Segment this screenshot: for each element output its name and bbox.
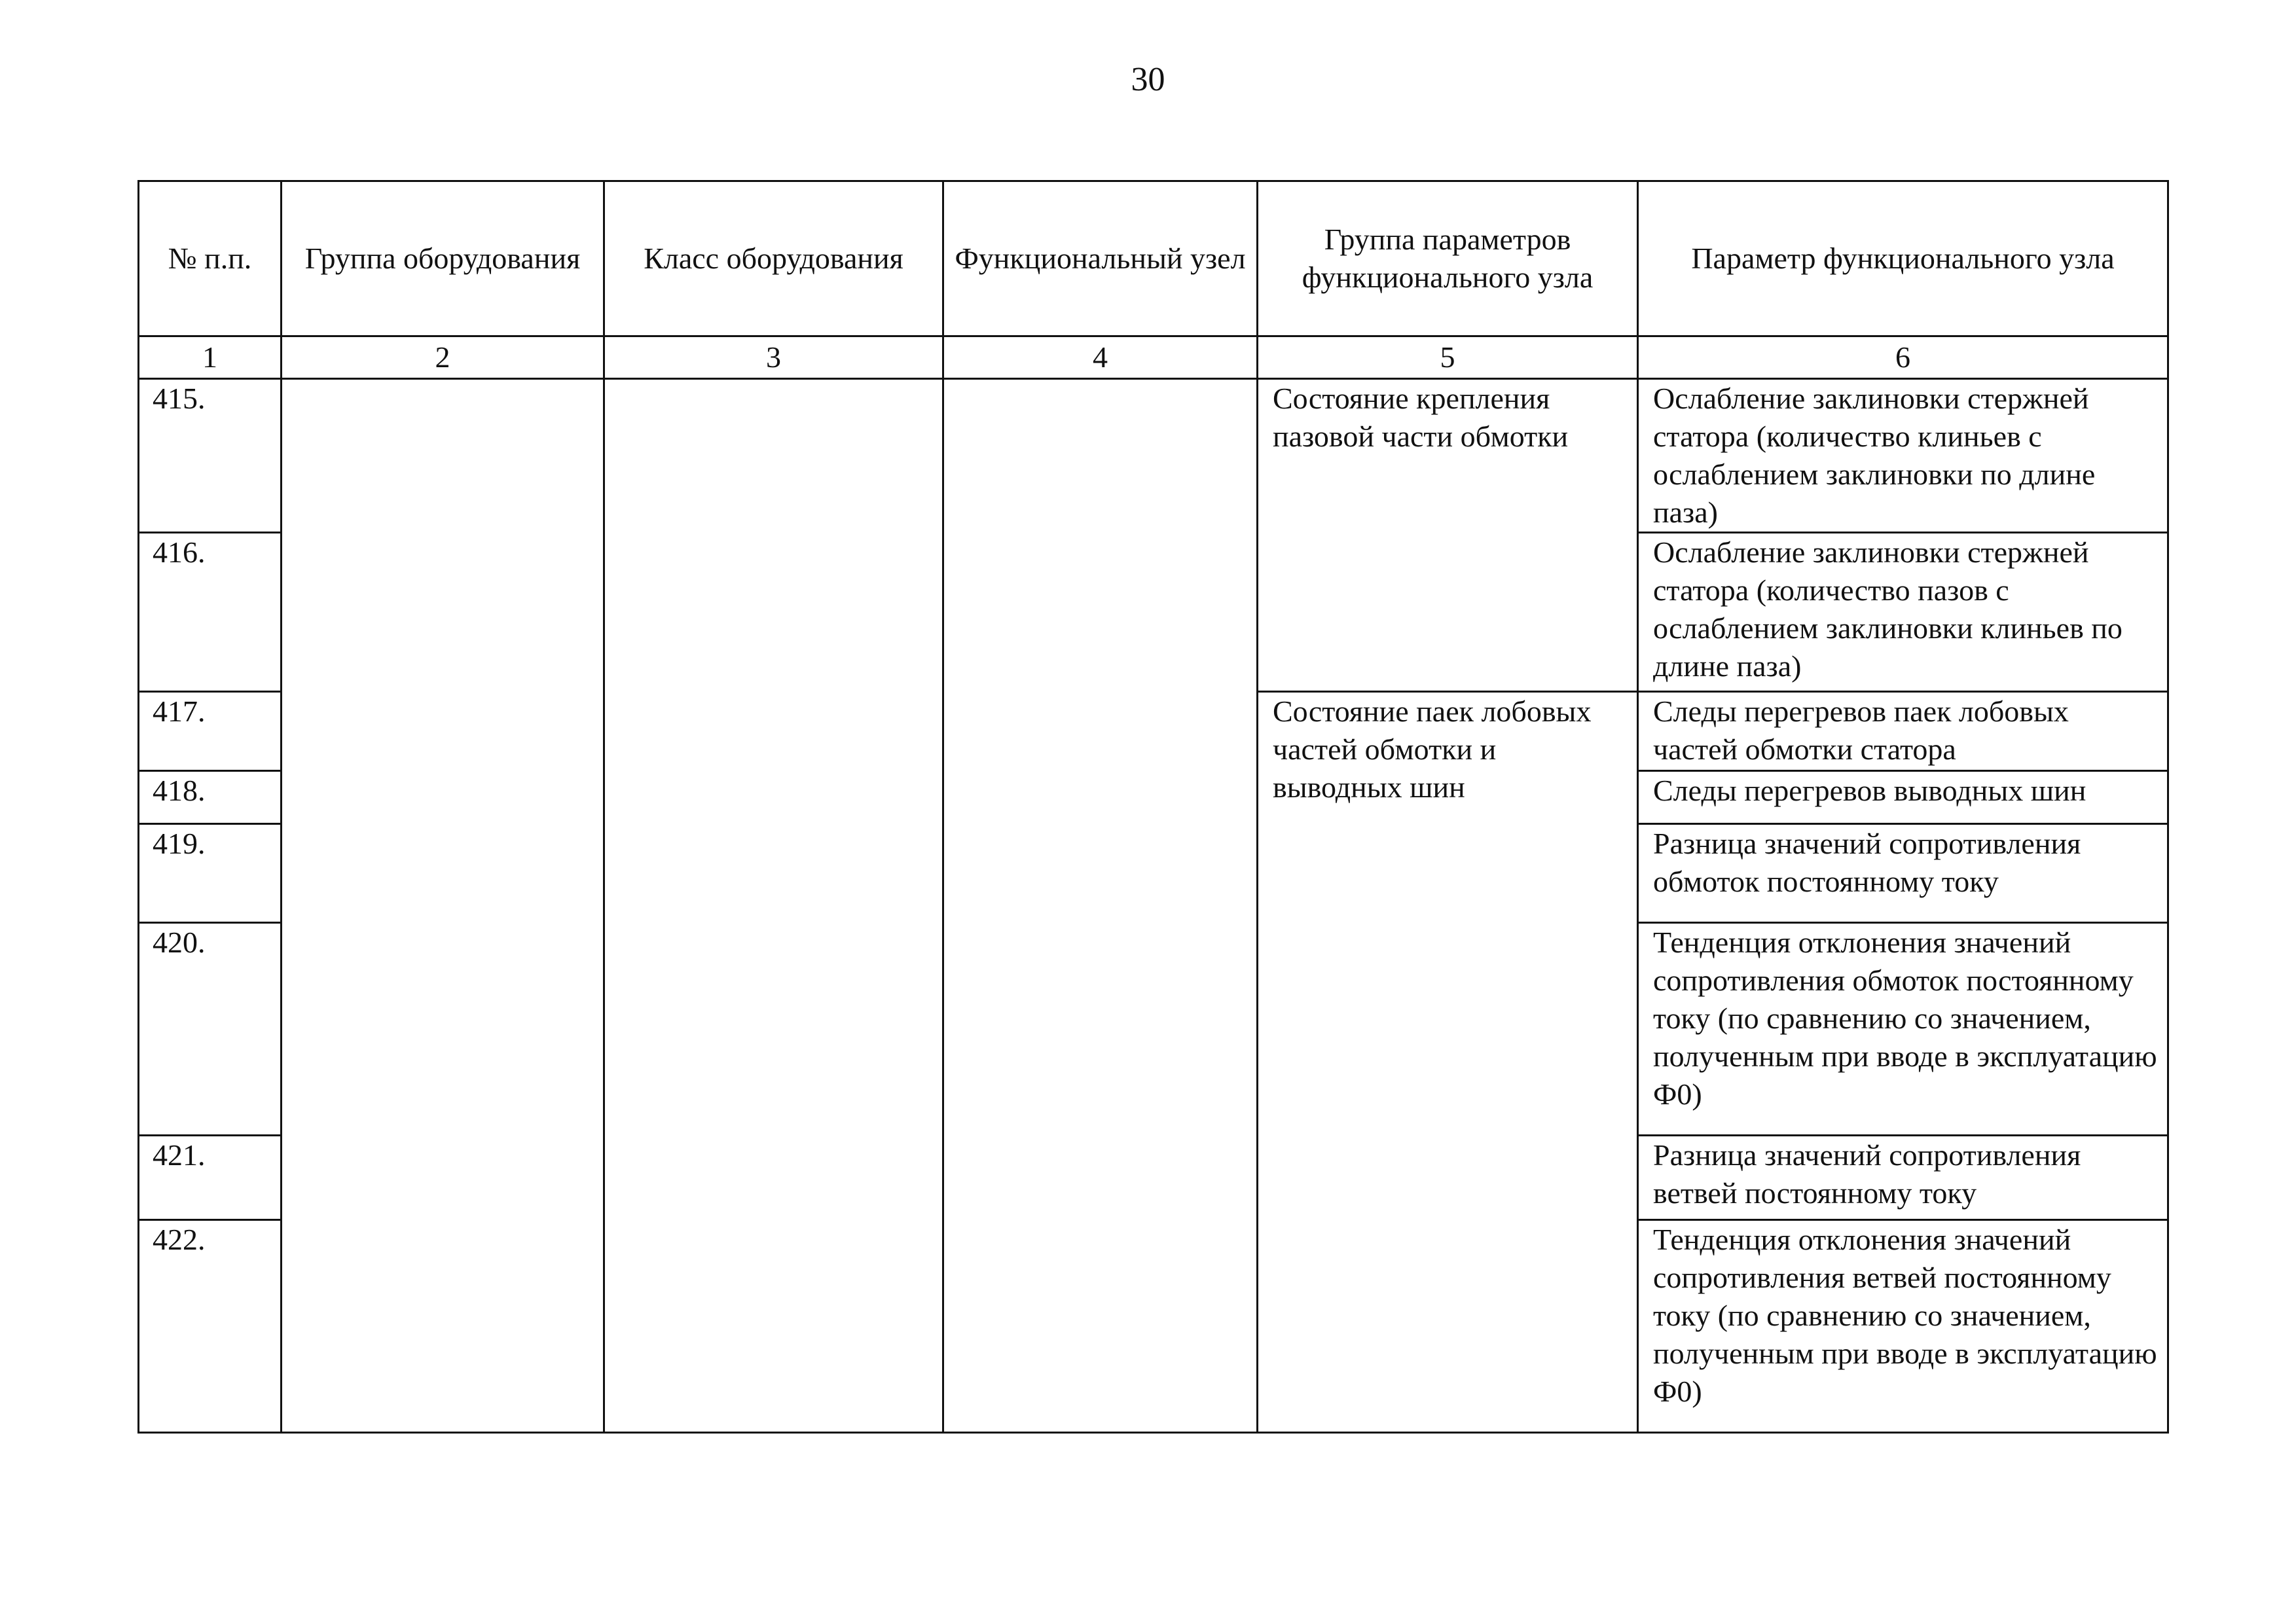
column-number: 2 <box>282 336 604 379</box>
row-number: 416. <box>139 533 282 692</box>
table-row <box>139 379 2168 533</box>
header-equipment-group: Группа оборудования <box>282 181 604 336</box>
parameter-cell: Следы перегревов паек лобовых частей обмотки статора <box>1638 692 2168 771</box>
row-number: 418. <box>139 771 282 824</box>
parameter-cell: Тенденция отклонения значений сопротивления обмоток постоянному току (по сравнению со значением, полученным при вводе в эксплуатацию Ф0) <box>1638 923 2168 1136</box>
column-number: 6 <box>1638 336 2168 379</box>
row-number: 420. <box>139 923 282 1136</box>
header-parameter-group: Группа параметров функционального узла <box>1258 181 1638 336</box>
header-unit-parameter: Параметр функционального узла <box>1638 181 2168 336</box>
header-item-number: № п.п. <box>139 181 282 336</box>
parameter-cell: Разница значений сопротивления ветвей постоянному току <box>1638 1136 2168 1220</box>
parameter-group-cell: Состояние крепления пазовой части обмотки <box>1258 379 1638 692</box>
parameter-cell: Ослабление заклиновки стержней статора (количество клиньев с ослаблением заклиновки по длине паза) <box>1638 379 2168 533</box>
header-equipment-class: Класс оборудования <box>604 181 943 336</box>
column-number: 1 <box>139 336 282 379</box>
row-number: 419. <box>139 824 282 923</box>
functional-unit-cell <box>943 379 1258 1433</box>
parameter-cell: Ослабление заклиновки стержней статора (количество пазов с ослаблением заклиновки клиньев по длине паза) <box>1638 533 2168 692</box>
row-number: 415. <box>139 379 282 533</box>
parameter-cell: Следы перегревов выводных шин <box>1638 771 2168 824</box>
row-number: 421. <box>139 1136 282 1220</box>
column-number-row <box>139 336 2168 379</box>
parameter-cell: Тенденция отклонения значений сопротивления ветвей постоянному току (по сравнению со значением, полученным при вводе в эксплуатацию Ф0) <box>1638 1220 2168 1433</box>
table-header-row <box>139 181 2168 336</box>
equipment-parameters-table <box>137 180 2169 1434</box>
column-number: 5 <box>1258 336 1638 379</box>
column-number: 4 <box>943 336 1258 379</box>
row-number: 422. <box>139 1220 282 1433</box>
equipment-group-cell <box>282 379 604 1433</box>
parameter-group-cell: Состояние паек лобовых частей обмотки и выводных шин <box>1258 692 1638 1433</box>
header-functional-unit: Функциональный узел <box>943 181 1258 336</box>
equipment-class-cell <box>604 379 943 1433</box>
page-number: 30 <box>1131 61 1165 98</box>
row-number: 417. <box>139 692 282 771</box>
parameter-cell: Разница значений сопротивления обмоток постоянному току <box>1638 824 2168 923</box>
column-number: 3 <box>604 336 943 379</box>
